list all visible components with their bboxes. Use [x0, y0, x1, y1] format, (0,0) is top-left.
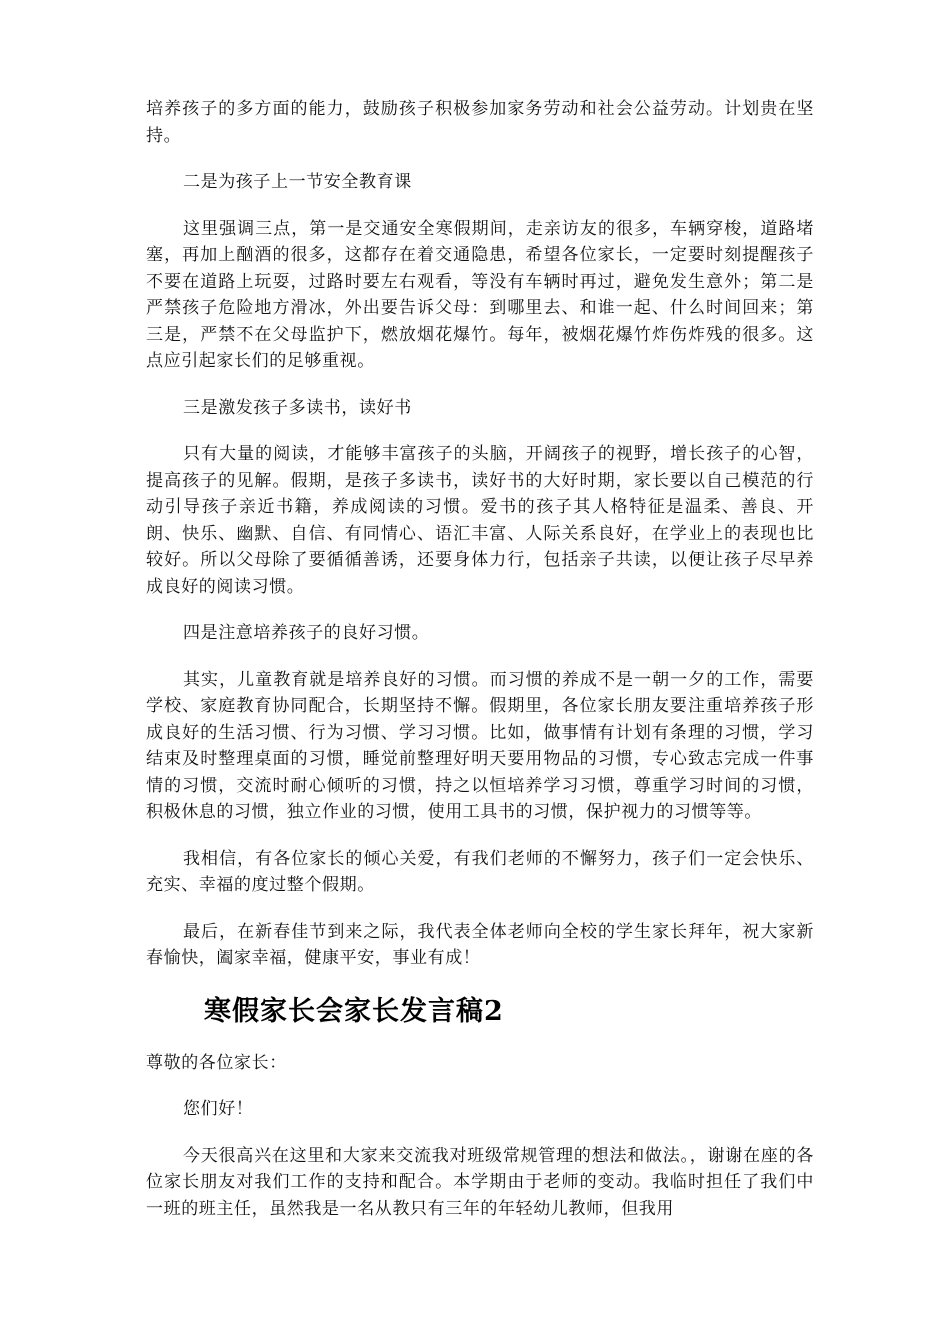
section-heading-habits: 四是注意培养孩子的良好习惯。	[183, 623, 430, 643]
paragraph: 最后，在新春佳节到来之际，我代表全体老师向全校的学生家长拜年，祝大家新春愉快，阖家幸福，健康平安，事业有成！	[146, 921, 814, 968]
section-heading-safety: 二是为孩子上一节安全教育课	[183, 172, 412, 192]
section-heading-reading: 三是激发孩子多读书，读好书	[183, 397, 412, 418]
paragraph: 这里强调三点，第一是交通安全寒假期间，走亲访友的很多，车辆穿梭，道路堵塞，再加上酗酒的很多，这都存在着交通隐患，希望各位家长，一定要时刻提醒孩子不要在道路上玩耍，过路时要左右观看，等没有车辆时再过，避免发生意外；第二是严禁孩子危险地方滑冰，外出要告诉父母：到哪里去、和谁一起、什么时间回来；第三是，严禁不在父母监护下，燃放烟花爆竹。每年，被烟花爆竹炸伤炸残的很多。这点应引起家长们的足够重视。	[146, 218, 814, 371]
salutation: 尊敬的各位家长：	[146, 1052, 287, 1073]
paragraph: 我相信，有各位家长的倾心关爱，有我们老师的不懈努力，孩子们一定会快乐、充实、幸福的度过整个假期。	[146, 848, 814, 895]
paragraph: 今天很高兴在这里和大家来交流我对班级常规管理的想法和做法。，谢谢在座的各位家长朋友对我们工作的支持和配合。本学期由于老师的变动。我临时担任了我们中一班的班主任，虽然我是一名从教只有三年的年轻幼儿教师，但我用	[146, 1145, 814, 1219]
paragraph: 培养孩子的多方面的能力，鼓励孩子积极参加家务劳动和社会公益劳动。计划贵在坚持。	[146, 99, 814, 146]
document-body	[146, 96, 814, 1242]
paragraph: 其实，儿童教育就是培养良好的习惯。而习惯的养成不是一朝一夕的工作，需要学校、家庭教育协同配合，长期坚持不懈。假期里，各位家长朋友要注重培养孩子形成良好的生活习惯、行为习惯、学习习惯。比如，做事情有计划有条理的习惯，学习结束及时整理桌面的习惯，睡觉前整理好明天要用物品的习惯，专心致志完成一件事情的习惯，交流时耐心倾听的习惯，持之以恒培养学习习惯，尊重学习时间的习惯，积极休息的习惯，独立作业的习惯，使用工具书的习惯，保护视力的习惯等等。	[146, 669, 814, 822]
greeting: 您们好！	[183, 1099, 254, 1119]
paragraph: 只有大量的阅读，才能够丰富孩子的头脑，开阔孩子的视野，增长孩子的心智，提高孩子的见解。假期，是孩子多读书，读好书的大好时期，家长要以自己模范的行动引导孩子亲近书籍，养成阅读的习惯。爱书的孩子其人格特征是温柔、善良、开朗、快乐、幽默、自信、有同情心、语汇丰富、人际关系良好，在学业上的表现也比较好。所以父母除了要循循善诱，还要身体力行，包括亲子共读，以便让孩子尽早养成良好的阅读习惯。	[146, 444, 814, 597]
document-title: 寒假家长会家长发言稿2	[204, 995, 504, 1027]
